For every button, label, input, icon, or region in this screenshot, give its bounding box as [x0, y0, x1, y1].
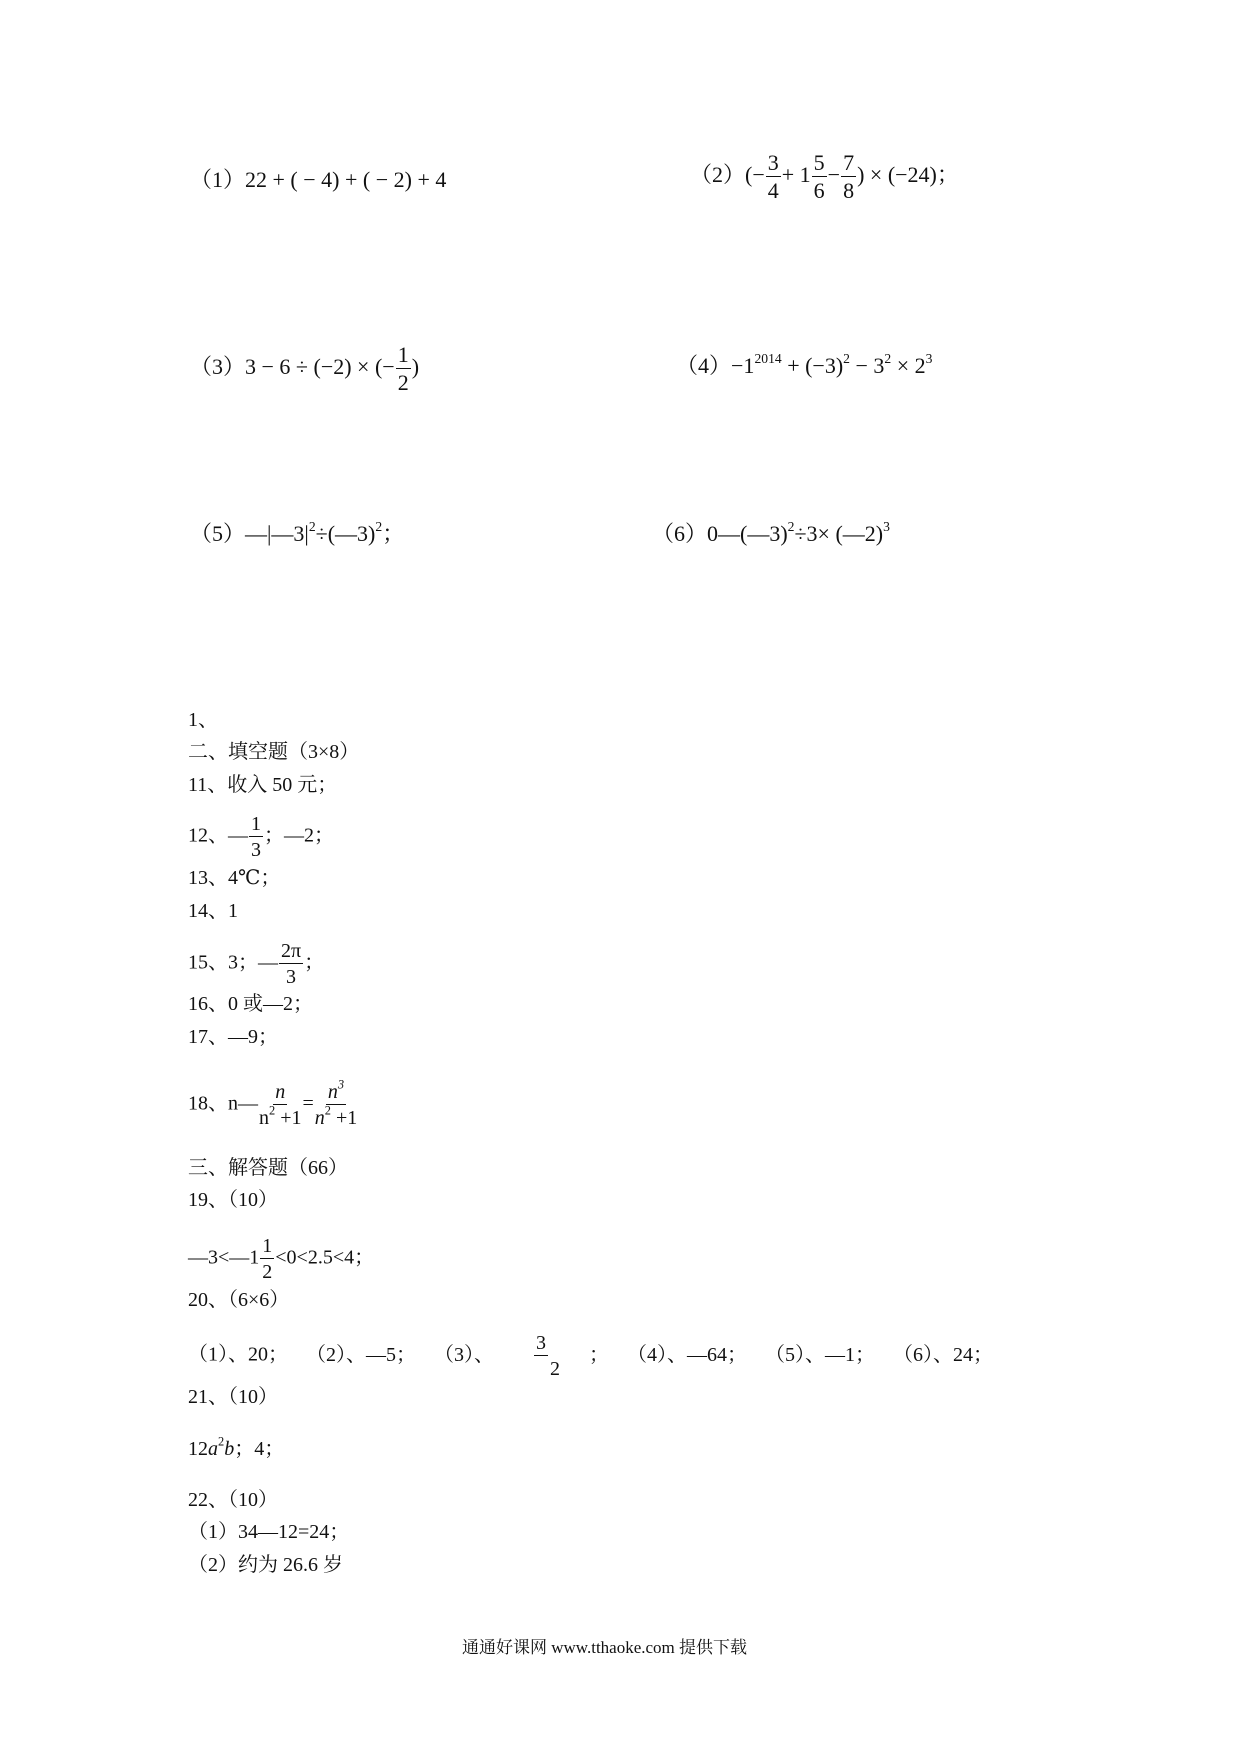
fraction-numerator: 1	[251, 813, 261, 835]
denominator-exponent: 2	[324, 1103, 331, 1118]
fraction-numerator: 1	[397, 342, 409, 367]
answer-20-result-3	[444, 1332, 609, 1380]
problem-1	[190, 166, 446, 194]
problem-5-exp-a: 2	[308, 518, 316, 534]
answer-16: 16、0 或—2；	[188, 993, 313, 1015]
answer-21: 21、（10）	[188, 1386, 278, 1408]
problem-4-term-c: − 3	[849, 353, 885, 378]
problem-4-term-d: × 2	[891, 353, 926, 378]
fraction-denominator: 2	[262, 1261, 273, 1283]
fraction-denominator: 3	[286, 966, 297, 988]
problem-2-label: （2）	[690, 162, 746, 188]
answer-18	[188, 1077, 358, 1129]
section-3-heading: 三、解答题（66）	[188, 1157, 348, 1179]
fraction-numerator: 1	[262, 1235, 273, 1257]
problem-5-term-a: —|—3|	[245, 521, 309, 546]
problem-4-term-a: −1	[731, 353, 755, 378]
fraction-denominator: 2	[550, 1358, 560, 1380]
fraction-denominator: 6	[813, 178, 825, 203]
fraction-1-2	[396, 344, 411, 394]
problem-4	[676, 352, 932, 380]
fraction-numerator: n	[275, 1081, 286, 1103]
answer-20-result-2: （2）、—5；	[316, 1343, 416, 1366]
answer-19: 19、（10）	[188, 1189, 278, 1211]
answer-12-pre: 12、—	[188, 824, 248, 847]
answer-20-results	[188, 1333, 993, 1379]
answer-18-equals: =	[302, 1092, 314, 1115]
fraction-numerator: 2π	[281, 940, 302, 962]
fraction-numerator: 3	[536, 1332, 546, 1354]
problem-5	[190, 520, 404, 548]
problem-3-pre: 3 − 6 ÷ (−2) × (−	[245, 354, 395, 380]
denominator-tail: +1	[275, 1107, 302, 1129]
answer-21-coefficient: 12	[188, 1438, 208, 1460]
problem-5-term-b: ÷(—3)	[315, 521, 376, 546]
fraction-3-4	[766, 152, 781, 202]
problem-2	[690, 152, 959, 202]
denominator-tail: +1	[330, 1107, 358, 1129]
problem-4-term-b: + (−3)	[781, 353, 844, 378]
fraction-n3-over-n2plus1	[314, 1077, 358, 1129]
answer-19-pre: —3<—1	[188, 1246, 260, 1269]
fraction-1-3	[249, 814, 263, 860]
problem-6-label: （6）	[652, 521, 708, 546]
problem-1-label: （1）	[190, 167, 246, 192]
fraction-denominator: 8	[843, 178, 855, 203]
problem-5-label: （5）	[190, 521, 246, 546]
denominator-base: n	[259, 1107, 269, 1129]
answer-20-result-3-pre: （3）、	[444, 1343, 494, 1366]
answer-20-result-6: （6）、24；	[903, 1343, 993, 1366]
section-2-heading: 二、填空题（3×8）	[188, 741, 360, 763]
answer-13: 13、4℃；	[188, 867, 281, 889]
fraction-numerator	[326, 1077, 346, 1105]
answer-17: 17、—9；	[188, 1026, 278, 1048]
answer-20-result-3-post: ；	[589, 1343, 609, 1366]
fraction-5-6	[812, 152, 827, 202]
answer-20-result-5: （5）、—1；	[775, 1343, 875, 1366]
problem-3-label: （3）	[190, 354, 246, 380]
problem-2-minus: −	[827, 162, 841, 188]
numerator-exponent: 3	[337, 1077, 345, 1092]
answer-15-post: ；	[304, 951, 325, 974]
problem-6-term-b: ÷3× (—2)	[794, 521, 884, 546]
fraction-1-2	[260, 1236, 274, 1282]
problem-4-label: （4）	[676, 353, 732, 378]
fraction-denominator	[315, 1105, 357, 1128]
problem-4-exp-c: 2	[884, 350, 892, 366]
answer-12-post: ；—2；	[264, 824, 334, 847]
problem-2-mid: + 1	[781, 162, 811, 188]
problem-1-expression: 22 + ( − 4) + ( − 2) + 4	[245, 167, 447, 192]
answer-15-pre: 15、3；—	[188, 951, 278, 974]
answer-14: 14、1	[188, 900, 238, 922]
problem-4-exp-b: 2	[843, 350, 850, 366]
fraction-n-over-n2plus1	[259, 1082, 301, 1128]
problem-6	[652, 520, 890, 548]
problem-5-exp-b: 2	[375, 518, 383, 534]
problem-5-end: ；	[382, 521, 405, 546]
fraction-7-8	[841, 152, 856, 202]
fraction-denominator: 2	[397, 370, 409, 395]
denominator-base: n	[314, 1107, 325, 1129]
problem-3-post: )	[411, 354, 420, 380]
answer-21-var-a: a	[208, 1438, 218, 1460]
answer-21-var-b: b	[224, 1438, 235, 1460]
answer-20: 20、（6×6）	[188, 1289, 290, 1311]
fraction-3-2	[522, 1333, 560, 1379]
answer-21-post: ；4；	[234, 1438, 285, 1460]
fraction-denominator	[259, 1105, 301, 1128]
numerator-base: n	[327, 1081, 338, 1103]
answer-21-result	[188, 1435, 284, 1463]
answer-20-result-4: （4）、—64；	[637, 1343, 747, 1366]
answer-19-inequality	[188, 1236, 374, 1282]
problem-2-open: (−	[745, 162, 765, 188]
denominator-exponent: 2	[269, 1103, 276, 1118]
page-footer: 通通好课网 www.tthaoke.com 提供下载	[462, 1638, 748, 1657]
fraction-numerator: 3	[767, 150, 779, 175]
problem-6-exp-b: 3	[883, 518, 890, 534]
answer-15	[188, 941, 324, 987]
problem-6-exp-a: 2	[787, 518, 795, 534]
fraction-2pi-3	[279, 941, 303, 987]
fraction-numerator: 5	[813, 150, 825, 175]
problem-3	[190, 344, 419, 394]
problem-4-exp-d: 3	[925, 350, 933, 366]
answer-22: 22、（10）	[188, 1489, 278, 1511]
answer-20-result-1: （1）、20；	[188, 1343, 288, 1366]
fraction-denominator: 4	[767, 178, 779, 203]
answer-12	[188, 814, 334, 860]
answer-11: 11、收入 50 元；	[188, 774, 338, 796]
answer-22-part-2: （2）约为 26.6 岁	[188, 1554, 343, 1576]
problem-2-close: ) × (−24)；	[857, 162, 959, 188]
problem-6-term-a: 0—(—3)	[707, 521, 788, 546]
answer-19-post: <0<2.5<4；	[275, 1246, 375, 1269]
answer-18-pre: 18、n—	[188, 1092, 258, 1115]
answer-22-part-1: （1）34—12=24；	[188, 1521, 350, 1543]
fraction-denominator: 3	[251, 839, 261, 861]
answer-1: 1、	[188, 709, 218, 731]
fraction-numerator: 7	[843, 150, 855, 175]
problem-4-exp-a: 2014	[754, 350, 782, 366]
answer-21-exp-a: 2	[218, 1434, 225, 1449]
